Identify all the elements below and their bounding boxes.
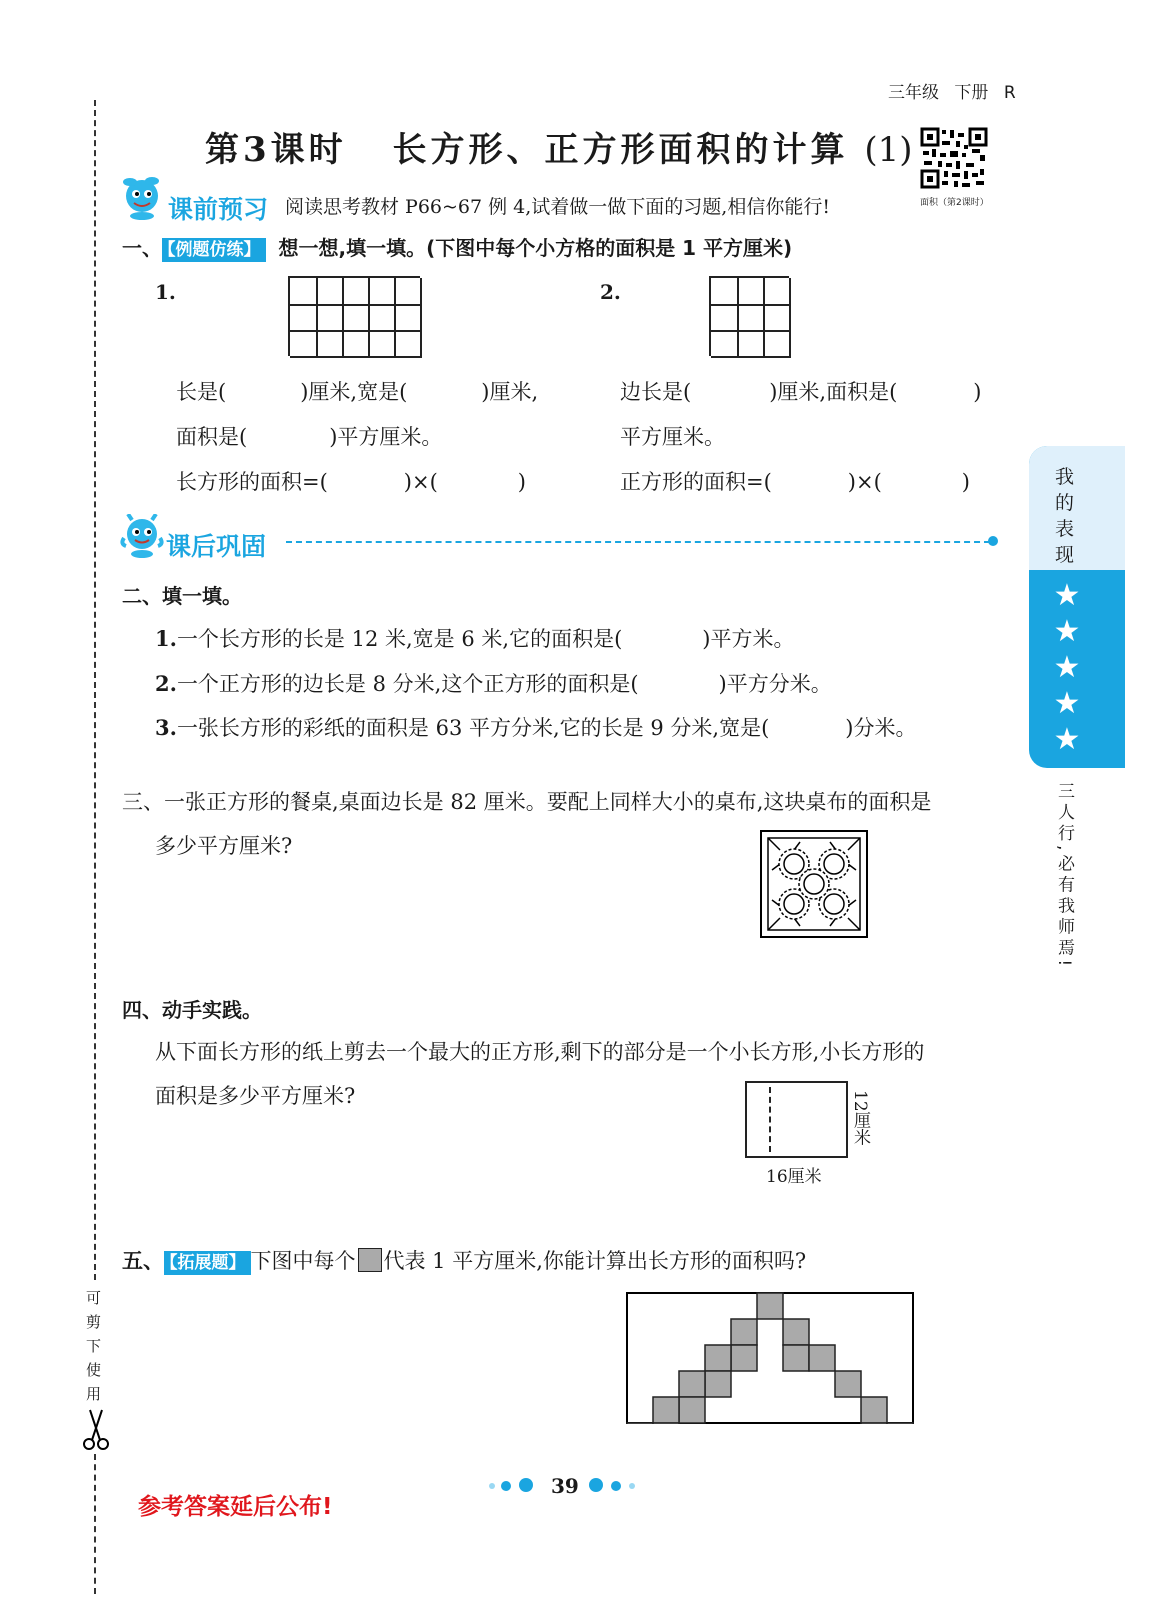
height-label: 12厘米 [850,1090,870,1146]
performance-title: 我的表现 [1055,466,1075,566]
grid-cell [368,304,396,332]
star-icon[interactable]: ★ [1053,722,1081,757]
grid-rect-5x3 [288,276,420,356]
cut-label: 可剪下使用 [86,1289,102,1403]
q1-item2-number: 2. [600,280,621,304]
grid-cell [368,330,396,358]
q1-item1-line2 [176,421,442,451]
review-label: 课后巩固 [166,532,267,561]
text: )厘米,宽是( [300,380,408,404]
grid-cell [763,330,791,358]
text: 下图中每个 [250,1249,356,1273]
grid-cell [394,330,422,358]
unit-square [627,1423,653,1424]
text: 一个正方形的边长是 8 分米,这个正方形的面积是( [176,672,639,696]
unit-square-icon [358,1248,382,1272]
q1-item1-line1 [176,376,538,406]
text: )平方米。 [702,627,795,651]
q2-title: 二、填一填。 [122,584,242,608]
text: 边长是( [620,380,692,404]
unit-square [679,1397,705,1423]
answer-notice: 参考答案延后公布! [138,1494,333,1520]
mascot-icon [120,514,166,558]
star-rating[interactable] [1047,578,1087,758]
lesson-number: 第3课时 [205,130,347,170]
grid-cell [342,278,370,306]
q1-item2-line1 [620,376,981,406]
grid-cell [290,278,318,306]
tablecloth-pattern-icon [760,830,868,938]
qr-caption: 面积（第2课时） [920,198,989,208]
unit-square [861,1397,887,1423]
unit-square [757,1293,783,1319]
grid-cell [290,304,318,332]
q5-tag: 【拓展题】 [164,1251,251,1275]
text: )厘米, [481,380,539,404]
review-divider-dot [988,536,998,546]
star-icon[interactable]: ★ [1053,650,1081,685]
star-icon[interactable]: ★ [1053,614,1081,649]
grid-cell [316,330,344,358]
text: )平方分米。 [718,672,832,696]
review-divider [286,541,990,543]
text: ) [961,470,970,494]
text: 长方形的面积=( [176,470,328,494]
motto: 三人行,必有我师焉! [1054,782,1074,971]
q5-line [122,1245,806,1275]
text: )分米。 [845,716,917,740]
grid-cell [316,278,344,306]
q1-heading [122,232,792,261]
lesson-topic: 长方形、正方形面积的计算 [392,130,849,170]
page-title [205,122,913,171]
q3-line1: 三、一张正方形的餐桌,桌面边长是 82 厘米。要配上同样大小的桌布,这块桌布的面积是 [122,790,932,814]
unit-square [679,1371,705,1397]
preview-intro: 阅读思考教材 P66~67 例 4,试着做一做下面的习题,相信你能行! [285,196,830,218]
text: 面积是( [176,425,248,449]
grid-cell [368,278,396,306]
grid-cell [342,304,370,332]
mascot-icon [120,176,166,220]
unit-square [705,1345,731,1371]
unit-square [731,1345,757,1371]
star-icon[interactable]: ★ [1053,578,1081,613]
edition-label: R [1003,83,1016,103]
q5-number: 五、 [122,1249,164,1273]
grid-cell [711,304,739,332]
unit-square [705,1371,731,1397]
grid-cell [394,304,422,332]
grid-cell [711,278,739,306]
lesson-part: (1) [864,130,913,170]
performance-title-box [1029,446,1125,570]
q2-item3 [155,712,916,742]
grid-cell [763,304,791,332]
text: 一张长方形的彩纸的面积是 63 平方分米,它的长是 9 分米,宽是( [176,716,770,740]
star-icon[interactable]: ★ [1053,686,1081,721]
scissors-icon [82,1408,110,1456]
grid-cell [737,330,765,358]
unit-square [731,1319,757,1345]
unit-square [783,1319,809,1345]
item-number: 2. [155,671,177,696]
grid-cell [737,278,765,306]
page-header [888,78,1016,103]
grid-cell [711,330,739,358]
q3-line2: 多少平方厘米? [155,834,293,858]
item-number: 3. [155,715,177,740]
text: 代表 1 平方厘米,你能计算出长方形的面积吗? [383,1249,807,1273]
item-number: 1. [155,626,177,651]
unit-square [887,1423,913,1424]
q2-item1 [155,623,794,653]
unit-square [835,1371,861,1397]
mascot-review [120,514,166,562]
q1-item2-line3 [620,466,970,496]
grid-square-3x3 [709,276,789,356]
grid-cell [290,330,318,358]
unit-square [809,1345,835,1371]
unit-square [653,1423,679,1424]
page-number: 39 [551,1474,579,1498]
width-label: 16厘米 [766,1167,822,1187]
unit-square [653,1397,679,1423]
q1-item2-line2: 平方厘米。 [620,425,725,449]
text: )厘米,面积是( [769,380,898,404]
q1-item1-number: 1. [155,280,176,304]
grade-label: 三年级 [888,83,939,103]
unit-square [783,1345,809,1371]
text: )×( [403,470,438,494]
grid-cell [316,304,344,332]
grid-cell [737,304,765,332]
text: ) [973,380,982,404]
text: 正方形的面积=( [620,470,772,494]
tablecloth-image [760,830,868,942]
paper-rectangle [745,1081,848,1158]
q1-number: 一、 [122,236,162,260]
text: )×( [847,470,882,494]
qr-code[interactable] [920,127,989,208]
grid-cell [394,278,422,306]
volume-label: 下册 [954,83,989,103]
grid-cell [342,330,370,358]
q4-title: 四、动手实践。 [122,998,262,1022]
cut-line [769,1087,771,1152]
text: 一个长方形的长是 12 米,宽是 6 米,它的面积是( [176,627,623,651]
qr-code-icon [920,127,988,189]
q2-item2 [155,668,832,698]
text: )平方厘米。 [329,425,443,449]
preview-label: 课前预习 [168,195,269,224]
cut-guide-bottom [94,1454,96,1594]
performance-panel [1029,446,1125,768]
q4-line2: 面积是多少平方厘米? [155,1084,356,1108]
q1-item1-line3 [176,466,526,496]
staircase-figure [626,1292,914,1424]
q1-tag: 【例题仿练】 [162,238,266,262]
mascot-preview [120,176,166,224]
q4-line1: 从下面长方形的纸上剪去一个最大的正方形,剩下的部分是一个小长方形,小长方形的 [155,1040,925,1064]
text: ) [517,470,526,494]
text: 长是( [176,380,227,404]
q1-title: 想一想,填一填。(下图中每个小方格的面积是 1 平方厘米) [278,236,793,260]
unit-square [861,1423,887,1424]
cut-guide-top [94,100,96,1280]
grid-cell [763,278,791,306]
